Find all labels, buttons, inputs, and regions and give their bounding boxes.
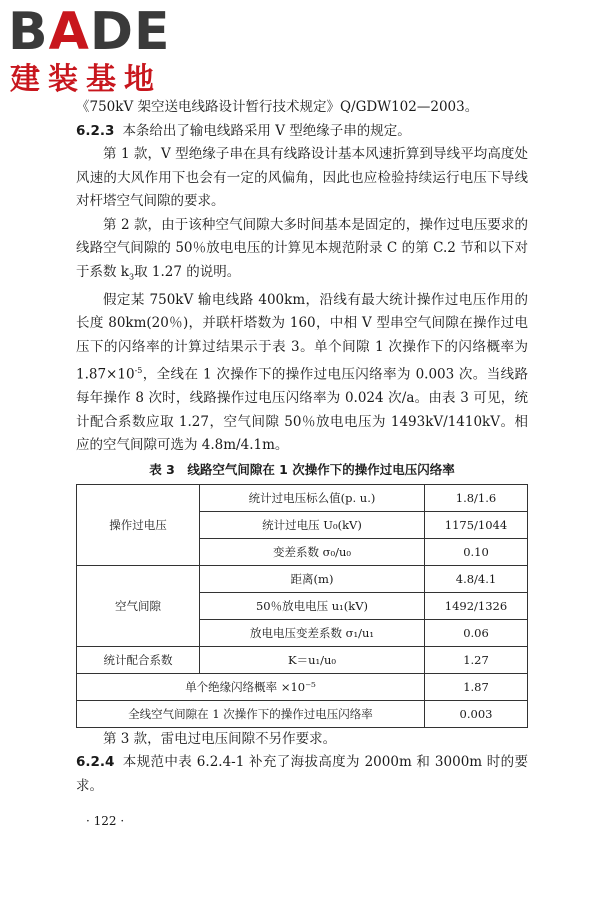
table-row (77, 646, 528, 673)
table-value-cell: 1.87 (425, 673, 528, 700)
table-label-cell: 变差系数 σ₀/u₀ (200, 538, 425, 565)
table-value-cell: 4.8/4.1 (425, 565, 528, 592)
table-label-cell: K＝u₁/u₀ (200, 646, 425, 673)
table-value-cell: 0.10 (425, 538, 528, 565)
table-group-cell: 操作过电压 (77, 484, 200, 565)
paragraph-clause-3: 第 3 款，雷电过电压间隙不另作要求。 (103, 730, 337, 747)
table-value-cell: 0.06 (425, 619, 528, 646)
paragraph-clause-2: 第 2 款，由于该种空气间隙大多时间基本是固定的，操作过电压要求的线路空气间隙的 50％放电电压的计算见本规范附录 C 的第 C.2 节和以下对于系数 $k_3$取 1.27 的说明。 (76, 216, 528, 282)
table-row (77, 484, 528, 511)
brand-logo (8, 2, 178, 97)
section-6-2-3: 6.2.3 本条给出了输电线路采用 V 型绝缘子串的规定。 (76, 122, 411, 139)
table-group-cell: 统计配合系数 (77, 646, 200, 673)
table-label-cell: 统计过电压标么值(p. u.) (200, 484, 425, 511)
section-number: 6.2.3 (76, 122, 115, 139)
flashover-table (76, 484, 528, 728)
table-label-cell: 50％放电电压 u₁(kV) (200, 592, 425, 619)
table-label-cell: 全线空气间隙在 1 次操作下的操作过电压闪络率 (77, 700, 425, 727)
table-value-cell: 1492/1326 (425, 592, 528, 619)
table-value-cell: 1.8/1.6 (425, 484, 528, 511)
paragraph-reference: 《750kV 架空送电线路设计暂行技术规定》Q/GDW102—2003。 (76, 99, 479, 115)
table-value-cell: 1.27 (425, 646, 528, 673)
document-body (76, 96, 528, 834)
table-row (77, 700, 528, 727)
paragraph-example: 假定某 750kV 输电线路 400km，沿线有最大统计操作过电压作用的长度 80km(20％)，并联杆塔数为 160，中相 V 型串空气间隙在操作过电压下的闪络率的计算过结果示于表 3。单个间隙 1 次操作下的闪络概率为 $1.87\times 10^{-5}$，全线在 1 次操作下的操作过电压闪络率为 0.003 次。当线路每年操作 8 次时，线路操作过电压闪络率为 0.024 次/a。由表 3 可见，统计配合系数应取 1.27，空气间隙 50％放电电压为 1493kV/1410kV。相应的空气间隙可选为 4.8m/4.1m。 (76, 291, 528, 454)
logo-subtitle: 建装基地 (10, 62, 162, 97)
table-row (77, 565, 528, 592)
table-label-cell: 放电电压变差系数 σ₁/u₁ (200, 619, 425, 646)
paragraph-clause-1: 第 1 款，V 型绝缘子串在具有线路设计基本风速折算到导线平均高度处风速的大风作用下也会有一定的风偏角，因此也应检验持续运行电压下导线对杆塔空气间隙的要求。 (76, 146, 528, 209)
table-row (77, 673, 528, 700)
table-value-cell: 0.003 (425, 700, 528, 727)
section-6-2-4: 6.2.4 本规范中表 6.2.4-1 补充了海拔高度为 2000m 和 3000m 时的要求。 (76, 754, 528, 794)
page-number: · 122 · (86, 814, 125, 829)
table-group-cell: 空气间隙 (77, 565, 200, 646)
logo-wordmark: BADE (8, 2, 171, 62)
table-label-cell: 距离(m) (200, 565, 425, 592)
section-number: 6.2.4 (76, 754, 115, 771)
table-label-cell: 单个绝缘闪络概率 ×10⁻⁵ (77, 673, 425, 700)
table-value-cell: 1175/1044 (425, 511, 528, 538)
table-label-cell: 统计过电压 U₀(kV) (200, 511, 425, 538)
table-caption: 表 3 线路空气间隙在 1 次操作下的操作过电压闪络率 (149, 461, 455, 477)
